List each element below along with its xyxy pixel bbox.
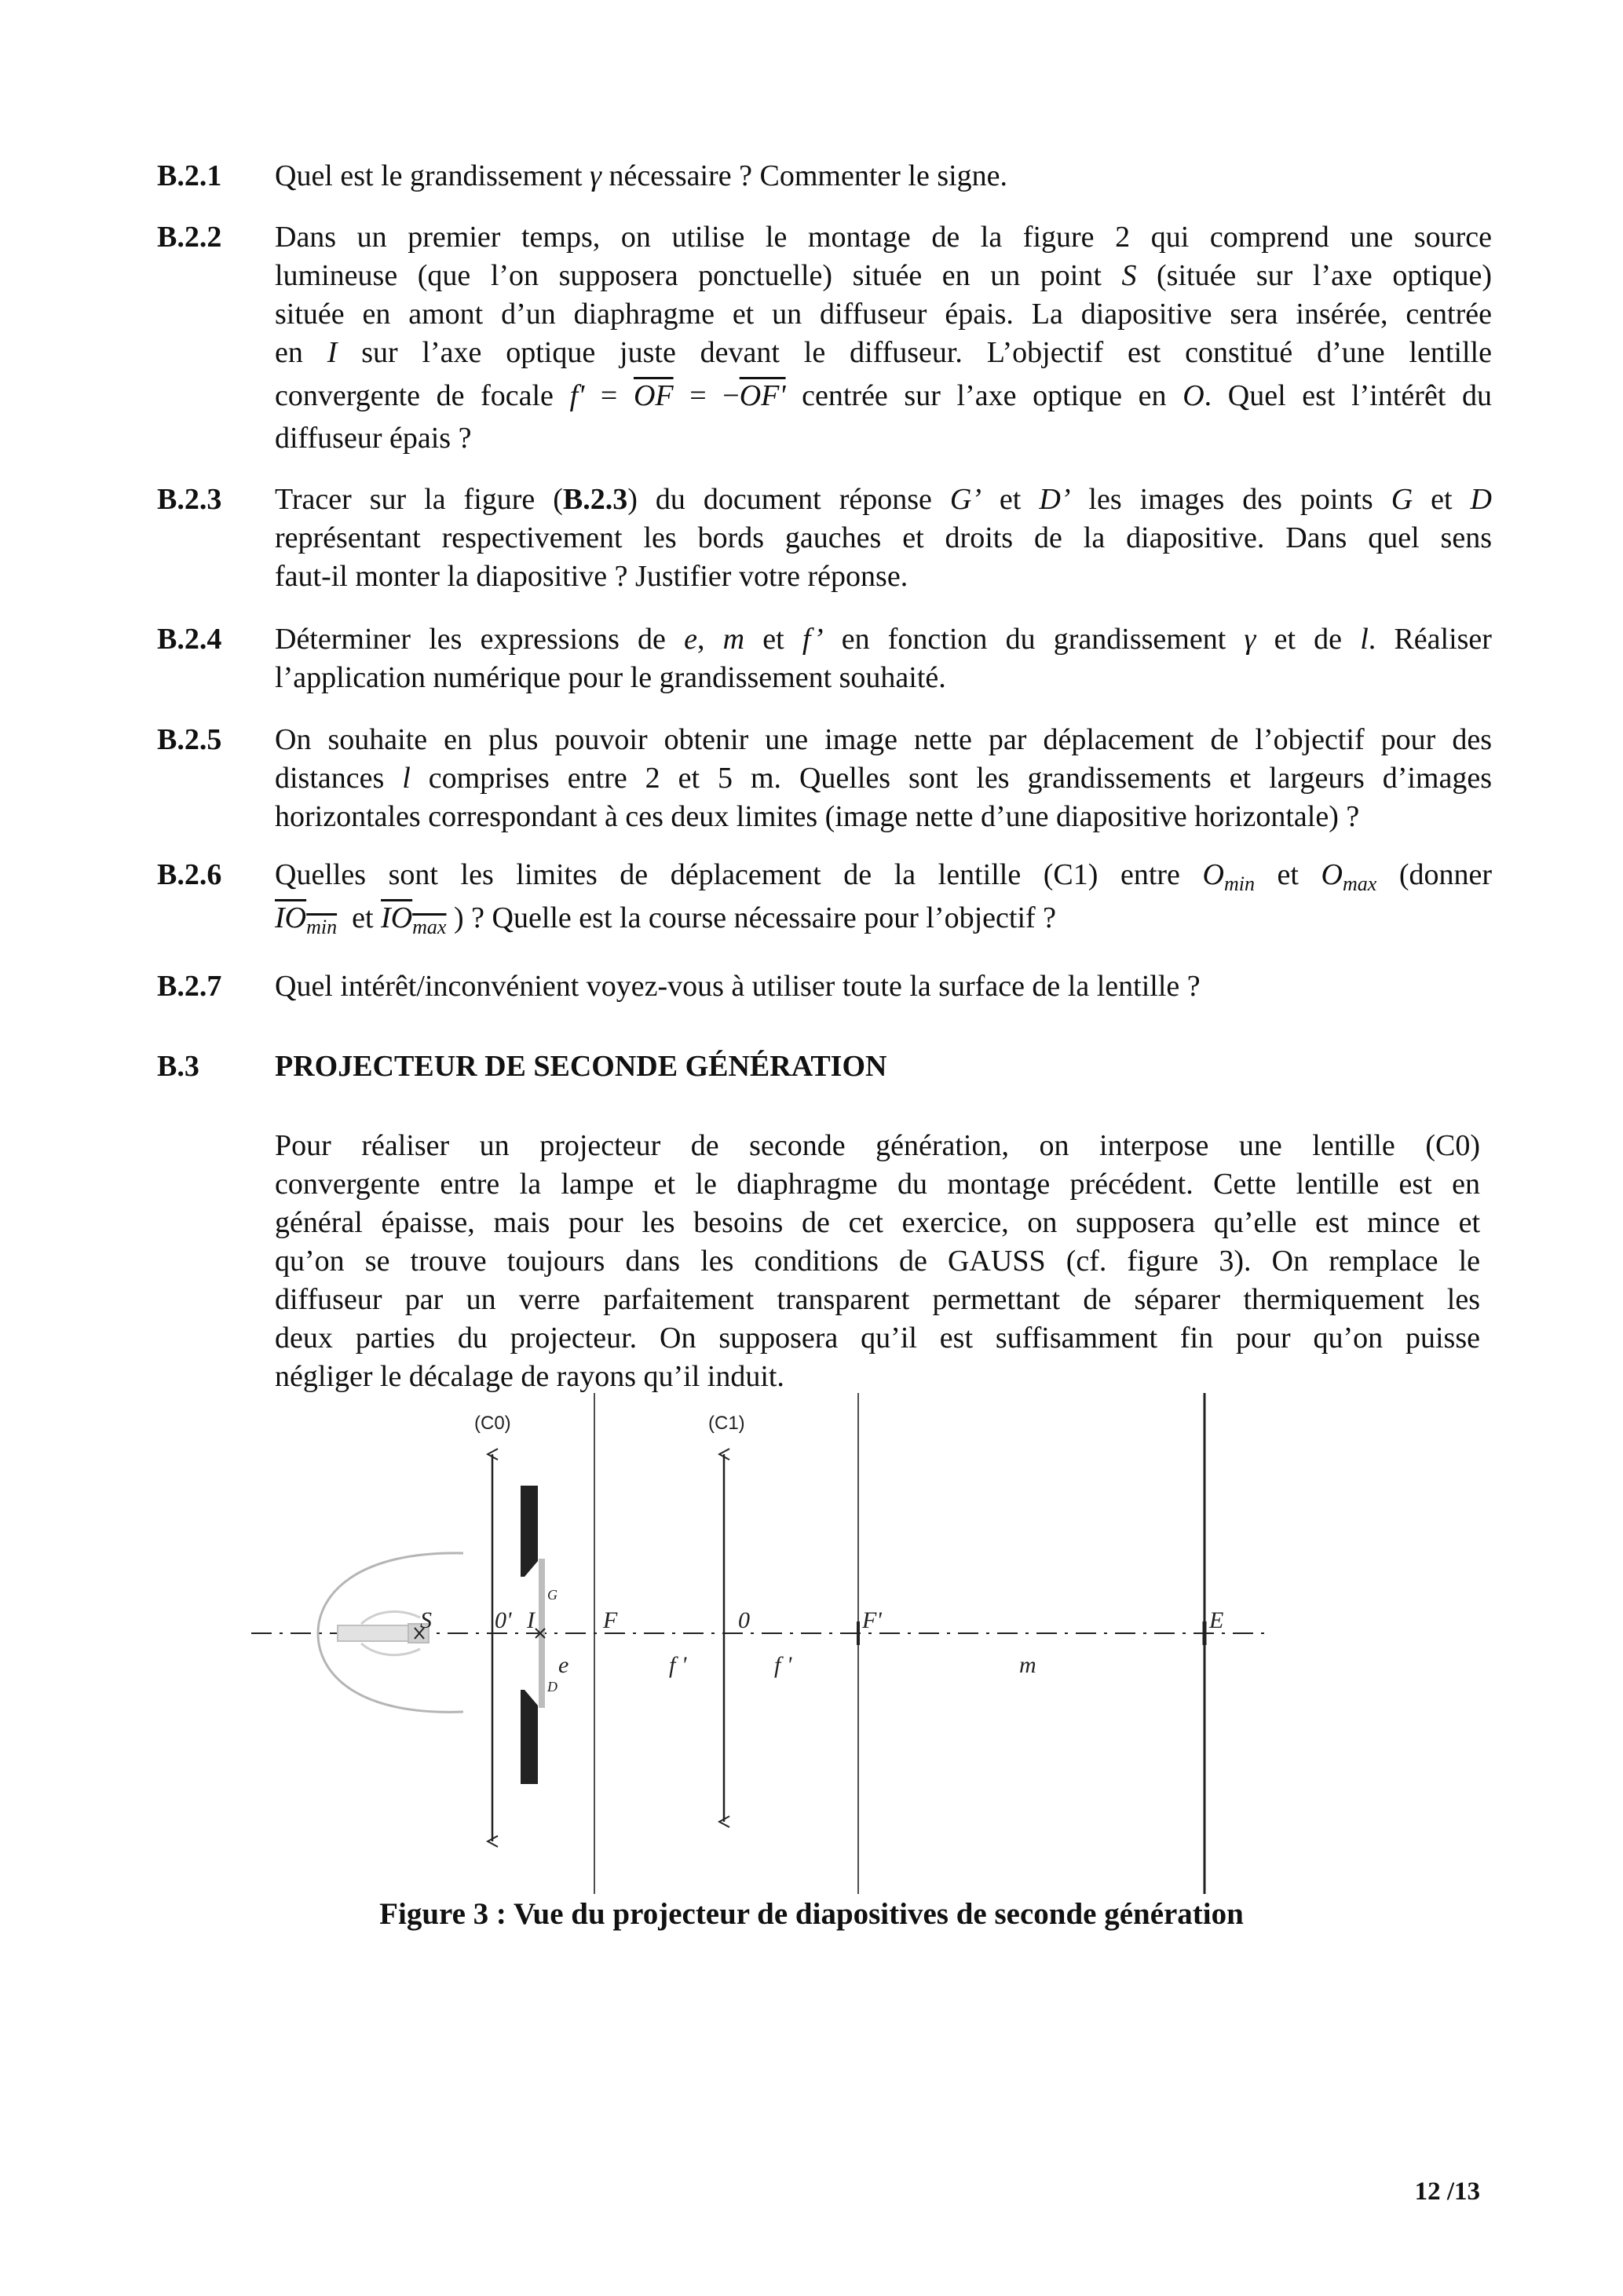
projector-figure <box>0 1382 1623 1900</box>
lens-c0-label: (C0) <box>474 1413 511 1434</box>
question-number: B.2.2 <box>157 221 222 254</box>
label-f-prime: F' <box>862 1607 882 1633</box>
figure-caption: Figure 3 : Vue du projecteur de diapositives de seconde génération <box>379 1897 1244 1931</box>
label-g: G <box>547 1587 557 1603</box>
question-number: B.2.5 <box>157 723 222 756</box>
diaphragm <box>521 1486 538 1784</box>
question-number: B.2.4 <box>157 623 222 656</box>
lamp-reflector <box>318 1553 463 1712</box>
question-text: Quelles sont les limites de déplacement de la lentille (C1) entre $O_{min}$ et $O_{max}$ (donner $IO_{min}$ et $IO_{max}$ ) ? Quelle est la course nécessaire pour l’objectif ? <box>275 858 1492 938</box>
label-s: S <box>420 1607 432 1633</box>
question-text: Dans un premier temps, on utilise le montage de la figure 2 qui comprend une source lumineuse (que l’on supposera ponctuelle) située en un point S (située sur l’axe optique) située en amont d’un diaphragme et un diffuseur épais. La diapositive sera insérée, centrée en I sur l’axe optique juste devant le diffuseur. L’objectif est constitué d’une lentille convergente de focale $f' = \overline{OF} = -OF'$ centrée sur l’axe optique en O. Quel est l’intérêt du diffuseur épais ? <box>275 221 1492 455</box>
label-f: F <box>603 1607 618 1633</box>
lens-c1-label: (C1) <box>708 1413 745 1434</box>
question-text: Quel est le grandissement γ nécessaire ? Commenter le signe. <box>275 159 1008 192</box>
label-f1-distance: f ' <box>669 1652 687 1678</box>
question-number: B.2.3 <box>157 483 222 516</box>
section-title: PROJECTEUR DE SECONDE GÉNÉRATION <box>275 1050 887 1083</box>
label-o: 0 <box>738 1607 750 1633</box>
question-number: B.2.7 <box>157 970 222 1003</box>
label-o-prime: 0' <box>495 1607 512 1633</box>
label-i: I <box>527 1607 535 1633</box>
section-paragraph: Pour réaliser un projecteur de seconde génération, on interpose une lentille (C0) convergente entre la lampe et le diaphragme du montage précédent. Cette lentille est en général épaisse, mais pour les besoins de cet exercice, on supposera qu’elle est mince et qu’on se trouve toujours dans les conditions de GAUSS (cf. figure 3). On remplace le diffuseur par un verre parfaitement transparent permettant de séparer thermiquement les deux parties du projecteur. On supposera qu’il est suffisamment fin pour qu’on puisse négliger le décalage de rayons qu’il induit. <box>275 1129 1480 1393</box>
question-text: On souhaite en plus pouvoir obtenir une image nette par déplacement de l’objectif pour des distances l comprises entre 2 et 5 m. Quelles sont les grandissements et largeurs d’images horizontales correspondant à ces deux limites (image nette d’une diapositive horizontale) ? <box>275 723 1493 833</box>
page-number: 12 /13 <box>1414 2177 1480 2206</box>
label-e: E <box>1209 1607 1224 1633</box>
question-number: B.2.6 <box>157 858 222 891</box>
label-m-distance: m <box>1019 1652 1036 1678</box>
label-f2-distance: f ' <box>774 1652 792 1678</box>
label-e-distance: e <box>558 1652 569 1678</box>
question-text: Déterminer les expressions de e, m et f’ en fonction du grandissement γ et de l. Réaliser l’application numérique pour le grandissement souhaité. <box>275 623 1492 694</box>
label-d: D <box>547 1679 557 1695</box>
question-text: Quel intérêt/inconvénient voyez-vous à utiliser toute la surface de la lentille ? <box>275 970 1201 1003</box>
question-text: Tracer sur la figure (B.2.3) du document réponse G’ et D’ les images des points G et D représentant respectivement les bords gauches et droits de la diapositive. Dans quel sens faut-il monter la diapositive ? Justifier votre réponse. <box>275 483 1492 593</box>
section-number: B.3 <box>157 1050 199 1083</box>
question-number: B.2.1 <box>157 159 222 192</box>
